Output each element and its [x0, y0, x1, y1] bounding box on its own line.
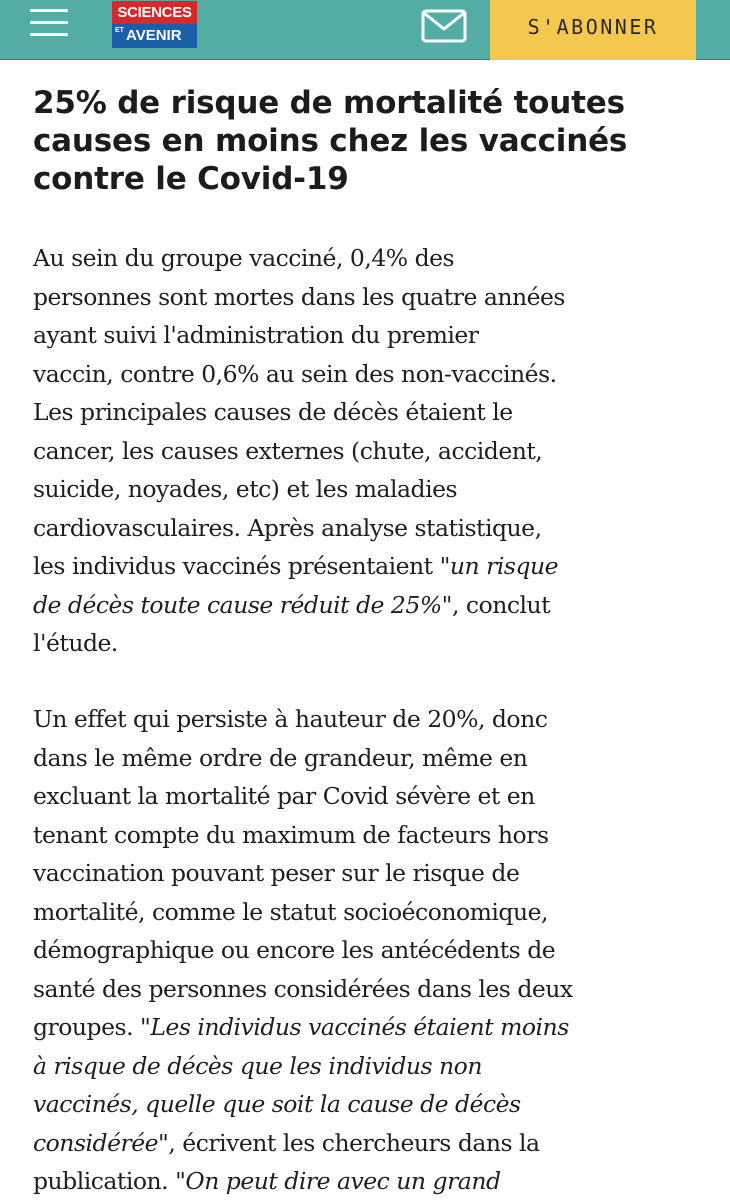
logo-bottom-text: AVENIR: [126, 27, 182, 44]
paragraph-line: [33, 1085, 713, 1124]
hamburger-menu-icon[interactable]: [30, 9, 70, 37]
quote-text: considérée: [33, 1128, 159, 1157]
logo-et-text: ET: [115, 27, 124, 34]
paragraph-line: personnes sont mortes dans les quatre années: [33, 282, 565, 311]
subscribe-button[interactable]: S'ABONNER: [490, 0, 696, 60]
article-paragraph-2: [33, 700, 713, 1201]
paragraph-line: [33, 1047, 713, 1086]
paragraph-line: cardiovasculaires. Après analyse statistique,: [33, 513, 542, 542]
line-text: publication. ": [33, 1167, 186, 1195]
paragraph-line: santé des personnes considérées dans les deux: [33, 974, 573, 1003]
paragraph-line: Un effet qui persiste à hauteur de 20%, donc: [33, 705, 548, 733]
paragraph-line: [33, 547, 713, 586]
paragraph-line: [33, 1124, 713, 1163]
paragraph-line: tenant compte du maximum de facteurs hors: [33, 820, 549, 849]
menu-line: [30, 9, 68, 12]
paragraph-line: mortalité, comme le statut socioéconomique,: [33, 897, 548, 926]
paragraph-line: vaccination pouvant peser sur le risque de: [33, 859, 520, 887]
line-text: ", conclut: [441, 590, 551, 619]
paragraph-line: vaccin, contre 0,6% au sein des non-vaccinés.: [33, 359, 557, 388]
menu-line: [30, 21, 68, 24]
quote-text: de décès toute cause réduit de 25%: [33, 590, 442, 619]
article-title: 25% de risque de mortalité toutes causes en moins chez les vaccinés contre le Covid-19: [33, 85, 628, 197]
logo-top-text: SCIENCES: [112, 1, 197, 24]
envelope-icon: [421, 8, 467, 44]
article-paragraph-1: [33, 239, 713, 663]
quote-text: à risque de décès que les individus non: [33, 1051, 482, 1080]
paragraph-line: Au sein du groupe vacciné, 0,4% des: [33, 244, 455, 272]
quote-text: un risque: [449, 552, 559, 580]
quote-text: vaccinés, quelle que soit la cause de décès: [33, 1090, 521, 1118]
paragraph-line: cancer, les causes externes (chute, accident,: [33, 436, 543, 465]
paragraph-line: suicide, noyades, etc) et les maladies: [33, 475, 458, 503]
quote-text: "Les individus vaccinés étaient moins: [140, 1013, 569, 1041]
top-navigation-bar: [0, 0, 730, 60]
paragraph-line: ayant suivi l'administration du premier: [33, 321, 479, 349]
paragraph-line: [33, 586, 713, 625]
line-text: les individus vaccinés présentaient ": [33, 552, 450, 580]
line-text: groupes.: [33, 1013, 141, 1041]
paragraph-line: [33, 1008, 713, 1047]
logo-bottom-band: [112, 24, 197, 48]
line-text: ", écrivent les chercheurs dans la: [158, 1128, 540, 1157]
paragraph-line: [33, 1162, 713, 1201]
menu-line: [30, 33, 68, 36]
paragraph-line: Les principales causes de décès étaient le: [33, 398, 513, 426]
paragraph-line: démographique ou encore les antécédents de: [33, 936, 556, 964]
paragraph-line: excluant la mortalité par Covid sévère et en: [33, 782, 535, 810]
sciences-et-avenir-logo[interactable]: [112, 1, 197, 49]
paragraph-line: dans le même ordre de grandeur, même en: [33, 743, 528, 772]
newsletter-envelope-icon[interactable]: [421, 8, 467, 44]
quote-text: On peut dire avec un grand: [185, 1167, 501, 1195]
paragraph-line: l'étude.: [33, 629, 118, 657]
